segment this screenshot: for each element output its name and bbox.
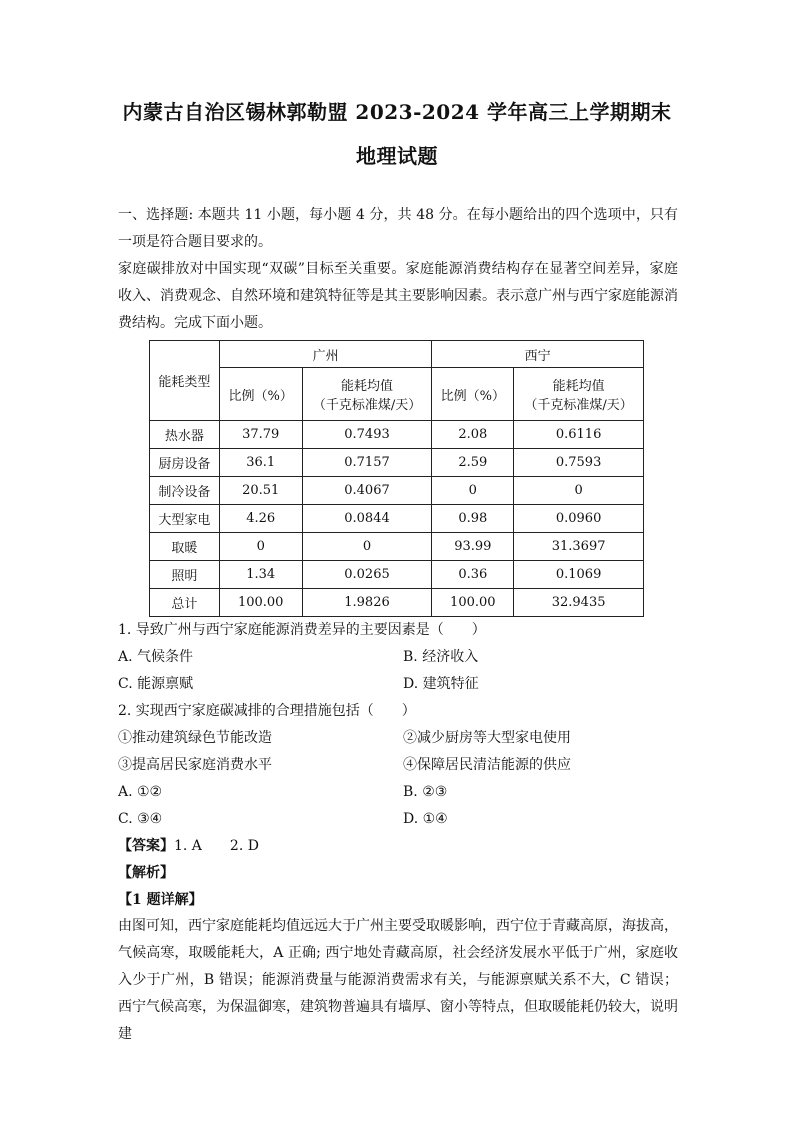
table-row bbox=[150, 561, 644, 589]
table-header-avg-1 bbox=[302, 368, 432, 421]
table-cell: 31.3697 bbox=[514, 533, 644, 561]
question-2-item-2: ②减少厨房等大型家电使用 bbox=[403, 730, 571, 746]
answer-text: 1. A 2. D bbox=[174, 838, 259, 854]
table-cell: 37.79 bbox=[219, 421, 302, 449]
table-cell: 100.00 bbox=[219, 589, 302, 617]
table-cell: 2.08 bbox=[432, 421, 514, 449]
table-cell: 2.59 bbox=[432, 449, 514, 477]
energy-consumption-table bbox=[149, 340, 644, 617]
table-cell: 93.99 bbox=[432, 533, 514, 561]
table-cell: 1.34 bbox=[219, 561, 302, 589]
question-2-option-d: D. ①④ bbox=[403, 811, 448, 827]
table-cell: 0.1069 bbox=[514, 561, 644, 589]
table-cell: 20.51 bbox=[219, 477, 302, 505]
intro-paragraph: 家庭碳排放对中国实现“双碳”目标至关重要。家庭能源消费结构存在显著空间差异，家庭收入、消费观念、自然环境和建筑特征等是其主要影响因素。表示意广州与西宁家庭能源消费结构。完成下面小题。 bbox=[118, 261, 678, 331]
table-cell: 热水器 bbox=[150, 421, 220, 449]
question-1-stem: 1. 导致广州与西宁家庭能源消费差异的主要因素是（ ） bbox=[118, 622, 486, 638]
answer-label: 【答案】 bbox=[118, 838, 174, 854]
table-row bbox=[150, 421, 644, 449]
question-2-option-c: C. ③④ bbox=[118, 811, 163, 827]
table-header-unit: （千克标准煤/天） bbox=[312, 398, 422, 413]
table-cell: 0.98 bbox=[432, 505, 514, 533]
table-header-avg-label: 能耗均值 bbox=[341, 379, 394, 394]
table-cell: 1.9826 bbox=[302, 589, 432, 617]
table-header-ratio-2: 比例（%） bbox=[432, 368, 514, 421]
table-cell: 0.0960 bbox=[514, 505, 644, 533]
table-cell: 照明 bbox=[150, 561, 220, 589]
answer-line bbox=[118, 836, 259, 856]
question-2-item-4: ④保障居民清洁能源的供应 bbox=[403, 757, 571, 773]
question-2-item-1: ①推动建筑绿色节能改造 bbox=[118, 730, 272, 746]
question-2-option-a: A. ①② bbox=[118, 784, 163, 800]
table-cell: 36.1 bbox=[219, 449, 302, 477]
question-2-item-3: ③提高居民家庭消费水平 bbox=[118, 757, 272, 773]
question-1-option-a: A. 气候条件 bbox=[118, 649, 194, 665]
table-header-type: 能耗类型 bbox=[150, 341, 220, 421]
table-cell: 制冷设备 bbox=[150, 477, 220, 505]
table-row bbox=[150, 589, 644, 617]
table-cell: 0 bbox=[219, 533, 302, 561]
table-header-ratio-1: 比例（%） bbox=[219, 368, 302, 421]
question-2-option-b: B. ②③ bbox=[403, 784, 448, 800]
question-1-option-d: D. 建筑特征 bbox=[403, 676, 479, 692]
table-cell: 0.0844 bbox=[302, 505, 432, 533]
table-header-unit: （千克标准煤/天） bbox=[524, 398, 633, 413]
question-1-option-c: C. 能源禀赋 bbox=[118, 676, 194, 692]
table-cell: 0.36 bbox=[432, 561, 514, 589]
table-row bbox=[150, 477, 644, 505]
table-cell: 总计 bbox=[150, 589, 220, 617]
question-1-option-b: B. 经济收入 bbox=[403, 649, 479, 665]
question-2-stem: 2. 实现西宁家庭碳减排的合理措施包括（ ） bbox=[118, 703, 416, 719]
table-cell: 大型家电 bbox=[150, 505, 220, 533]
table-header-avg-label: 能耗均值 bbox=[552, 379, 605, 394]
table-cell: 0 bbox=[514, 477, 644, 505]
table-cell: 0.7493 bbox=[302, 421, 432, 449]
table-header-avg-2 bbox=[514, 368, 644, 421]
table-header-city2: 西宁 bbox=[432, 341, 644, 368]
table-cell: 0 bbox=[302, 533, 432, 561]
table-row bbox=[150, 449, 644, 477]
table-cell: 0.0265 bbox=[302, 561, 432, 589]
table-cell: 0.7593 bbox=[514, 449, 644, 477]
document-title: 内蒙古自治区锡林郭勒盟 2023-2024 学年高三上学期期末 bbox=[122, 100, 672, 124]
table-cell: 0.7157 bbox=[302, 449, 432, 477]
section-heading: 一、选择题: 本题共 11 小题，每小题 4 分，共 48 分。在每小题给出的四个选项中，只有一项是符合题目要求的。 bbox=[118, 207, 678, 250]
document-subtitle: 地理试题 bbox=[356, 144, 438, 168]
table-header-city1: 广州 bbox=[219, 341, 432, 368]
detail-paragraph: 由图可知，西宁家庭能耗均值远远大于广州主要受取暖影响，西宁位于青藏高原，海拔高，气候高寒，取暖能耗大，A 正确; 西宁地处青藏高原，社会经济发展水平低于广州，家庭收入少于广州，B 错误；能源消费量与能源消费需求有关，与能源禀赋关系不大，C 错误；西宁气候高寒，为保温御寒，建筑物普遍具有墙厚、窗小等特点，但取暖能耗仍较大，说明建 bbox=[118, 918, 678, 1042]
table-row bbox=[150, 505, 644, 533]
table-cell: 厨房设备 bbox=[150, 449, 220, 477]
table-cell: 100.00 bbox=[432, 589, 514, 617]
table-row bbox=[150, 533, 644, 561]
table-cell: 0.6116 bbox=[514, 421, 644, 449]
detail-label: 【1 题详解】 bbox=[118, 892, 203, 908]
table-cell: 0.4067 bbox=[302, 477, 432, 505]
table-cell: 0 bbox=[432, 477, 514, 505]
table-cell: 4.26 bbox=[219, 505, 302, 533]
analysis-label: 【解析】 bbox=[118, 865, 174, 881]
table-cell: 取暖 bbox=[150, 533, 220, 561]
table-cell: 32.9435 bbox=[514, 589, 644, 617]
